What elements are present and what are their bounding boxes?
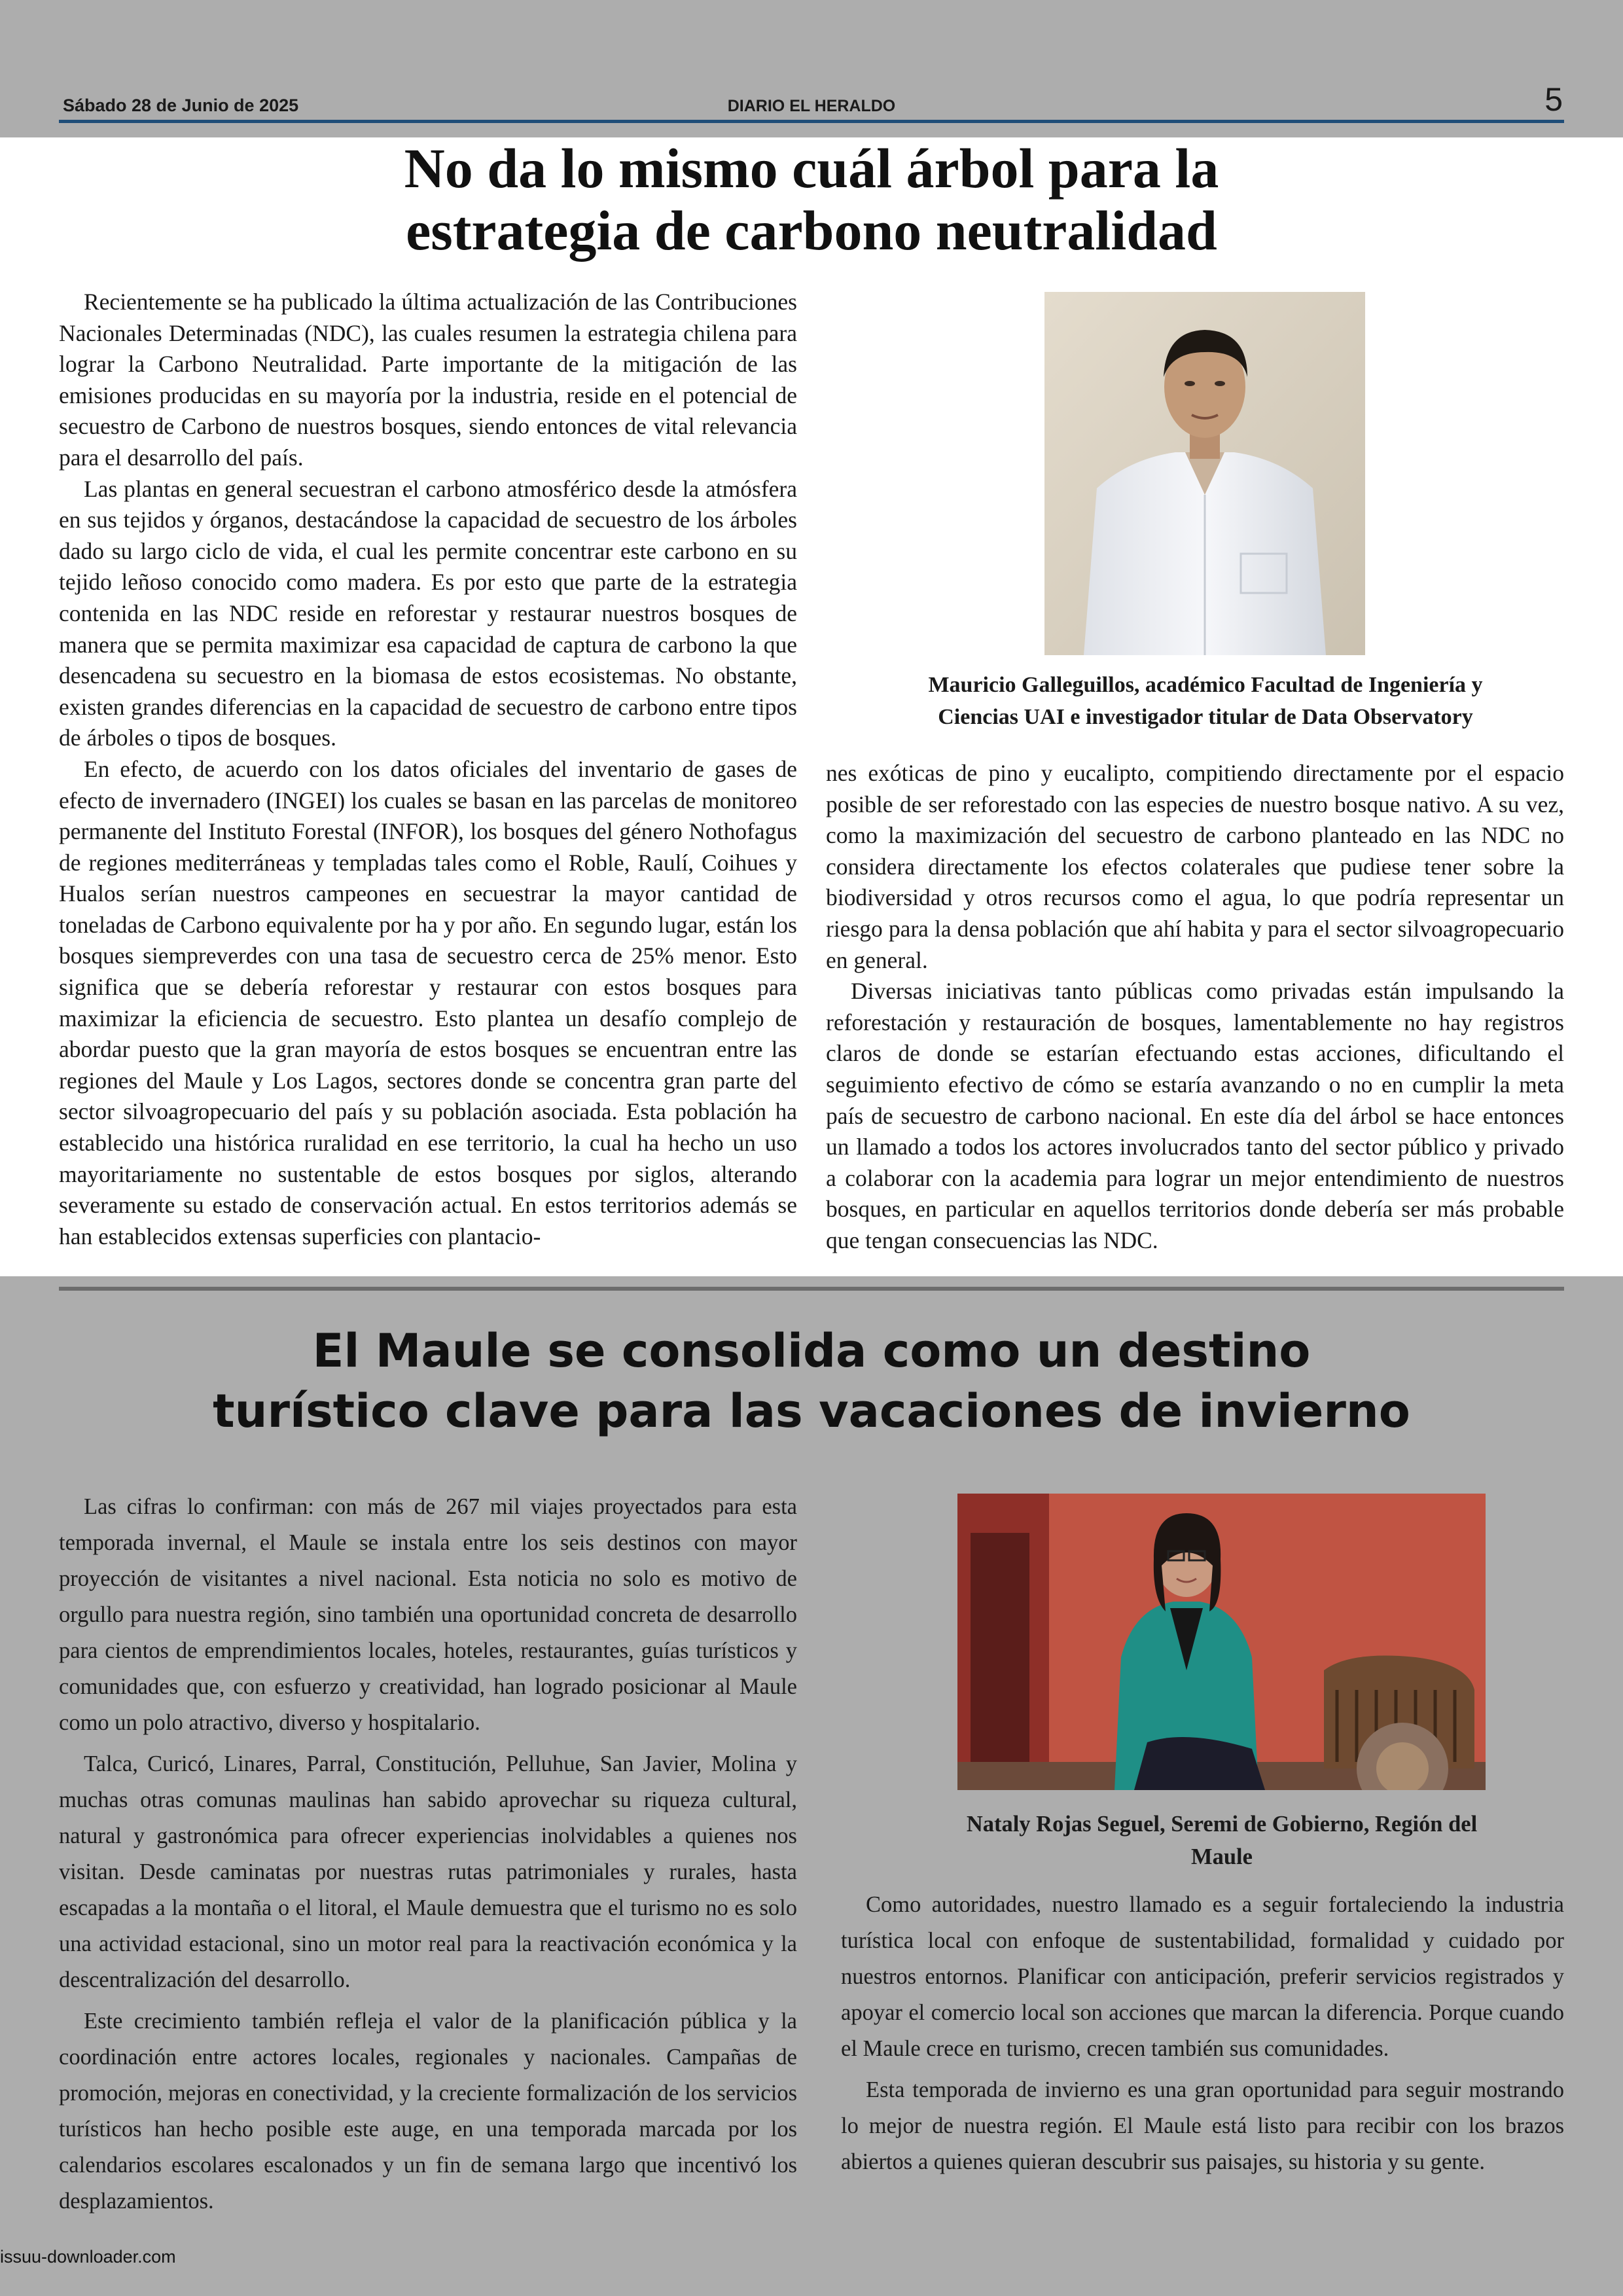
page-number: 5 xyxy=(1544,81,1563,118)
watermark-text: issuu-downloader.com xyxy=(0,2247,176,2267)
caption-line: Nataly Rojas Seguel, Seremi de Gobierno, Región del xyxy=(966,1812,1478,1837)
seremi-photo-caption xyxy=(826,1808,1618,1873)
article1-headline xyxy=(0,137,1623,262)
seremi-photo xyxy=(957,1494,1486,1790)
author-photo-caption xyxy=(826,669,1585,733)
article1-headline-line2: estrategia de carbono neutralidad xyxy=(406,199,1217,262)
caption-line: Maule xyxy=(1191,1844,1253,1869)
article2-paragraph: Este crecimiento también refleja el valor de la planificación pública y la coordinación entre actores locales, regionales y nacionales. Campañas de promoción, mejoras en conectividad, y la creciente formalización de los servicios turísticos han hecho posible este auge, en una temporada marcada por los calendarios escolares escalonados y un fin de semana largo que incentivó los desplazamientos. xyxy=(59,2009,797,2214)
article1-paragraph: Diversas iniciativas tanto públicas como privadas están impulsando la reforestación y restauración de bosques, lamentablemente no hay registros claros de donde se estarían efectuando estas acciones, dificultando el seguimiento efectivo de cómo se estaría avanzando o no en cumplir la meta país de secuestro de carbono nacional. En este día del árbol se hace entonces un llamado a todos los actores involucrados tanto del sector público y privado a colaborar con la academia para lograr un mejor entendimiento de nuestros bosques, en particular en aquellos territorios donde debería ser más probable que tengan consecuencias las NDC. xyxy=(826,978,1564,1253)
article2-left-column xyxy=(59,1489,797,2225)
article1-paragraph: nes exóticas de pino y eucalipto, compitiendo directamente por el espacio posible de ser reforestado con las especies de nuestro bosque nativo. A su vez, como la maximización del secuestro de carbono planteado en las NDC no considera directamente los efectos colaterales que pudiese tener sobre la biodiversidad y otros recursos como el agua, lo que podría representar un riesgo para la densa población que ahí habita y para el sector silvoagropecuario en general. xyxy=(826,760,1564,973)
article2-paragraph: Las cifras lo confirman: con más de 267 mil viajes proyectados para esta temporada invernal, el Maule se instala entre los seis destinos con mayor proyección de visitantes a nivel nacional. Esta noticia no solo es motivo de orgullo para nuestra región, sino también una oportunidad concreta de desarrollo para cientos de emprendimientos locales, hoteles, restaurantes, guías turísticos y comunidades que, con esfuerzo y creatividad, han logrado posicionar al Maule como un polo atractivo, diverso y hospitalario. xyxy=(59,1494,797,1735)
woman-portrait-icon xyxy=(957,1494,1486,1790)
article2-headline xyxy=(0,1321,1623,1441)
article1-paragraph: En efecto, de acuerdo con los datos oficiales del inventario de gases de efecto de invernadero (INGEI) los cuales se basan en las parcelas de monitoreo permanente del Instituto Forestal (INFOR), los bosques del género Nothofagus de regiones mediterráneas y templadas tales como el Roble, Raulí, Coihues y Hualos serían nuestros campeones en secuestrar la mayor cantidad de toneladas de Carbono equivalente por ha y por año. En segundo lugar, están los bosques siempreverdes con una tasa de secuestro cerca de 25% menor. Esto significa que se debería reforestar y restaurar con estos bosques para maximizar la eficiencia de secuestro. Esto plantea un desafío complejo de abordar puesto que la gran mayoría de estos bosques se encuentran entre las regiones del Maule y Los Lagos, sectores donde se concentra gran parte del sector silvoagropecuario del país y su población asociada. Esta población ha establecido una histórica ruralidad en ese territorio, la cual ha hecho un uso mayoritariamente no sustentable de estos bosques por siglos, alterando severamente su estado de conservación actual. En estos territorios además se han establecidos extensas superficies con plantacio- xyxy=(59,755,797,1249)
article2-headline-line2: turístico clave para las vacaciones de invierno xyxy=(213,1384,1410,1438)
article1-paragraph: Recientemente se ha publicado la última actualización de las Contribuciones Nacionales Determinadas (NDC), las cuales resumen la estrategia chilena para lograr la Carbono Neutralidad. Parte importante de la mitigación de las emisiones producidas en su mayoría por la industria, reside en el potencial de secuestro de Carbono de nuestros bosques, siendo entonces de vital relevancia para el desarrollo del país. xyxy=(59,289,797,471)
article1-right-column xyxy=(826,758,1564,1257)
caption-line: Ciencias UAI e investigador titular de Data Observatory xyxy=(938,705,1473,729)
author-photo xyxy=(1044,292,1365,655)
article2-paragraph: Como autoridades, nuestro llamado es a seguir fortaleciendo la industria turística local con enfoque de sustentabilidad, formalidad y cuidado por nuestros entornos. Planificar con anticipación, preferir servicios registrados y apoyar el comercio local son acciones que marcan la diferencia. Porque cuando el Maule crece en turismo, crecen también sus comunidades. xyxy=(841,1892,1564,2061)
article2-paragraph: Esta temporada de invierno es una gran oportunidad para seguir mostrando lo mejor de nuestra región. El Maule está listo para recibir con los brazos abiertos a quienes quieran descubrir sus paisajes, su historia y su gente. xyxy=(841,2077,1564,2174)
newspaper-name: DIARIO EL HERALDO xyxy=(727,97,896,115)
page-header xyxy=(59,81,1564,123)
man-portrait-icon xyxy=(1044,292,1365,655)
article2-right-column xyxy=(841,1887,1564,2185)
article2-paragraph: Talca, Curicó, Linares, Parral, Constitución, Pelluhue, San Javier, Molina y muchas otras comunas maulinas han sabido aprovechar su riqueza cultural, natural y gastronómica para ofrecer experiencias inolvidables a quienes nos visitan. Desde caminatas por nuestras rutas patrimoniales y rurales, hasta escapadas a la montaña o el litoral, el Maule demuestra que el turismo no es solo una actividad estacional, sino un motor real para la reactivación económica y la descentralización del desarrollo. xyxy=(59,1751,797,1992)
section-divider xyxy=(59,1287,1564,1291)
article-carbon-neutrality xyxy=(0,137,1623,1276)
article2-headline-line1: El Maule se consolida como un destino xyxy=(312,1324,1311,1378)
caption-line: Mauricio Galleguillos, académico Facultad de Ingeniería y xyxy=(928,673,1483,697)
article1-headline-line1: No da lo mismo cuál árbol para la xyxy=(404,137,1219,200)
article1-paragraph: Las plantas en general secuestran el carbono atmosférico desde la atmósfera en sus tejidos y órganos, destacándose la capacidad de secuestro de los árboles dado su largo ciclo de vida, el cual les permite concentrar este carbono en su tejido leñoso conocido como madera. Es por esto que parte de la estrategia contenida en las NDC reside en reforestar y restaurar nuestros bosques de manera que se permita maximizar esa capacidad de captura de carbono la que desencadena su secuestro en la biomasa de estos ecosistemas. No obstante, existen grandes diferencias en la capacidad de secuestro de carbono entre tipos de árboles o tipos de bosques. xyxy=(59,475,797,751)
issue-date: Sábado 28 de Junio de 2025 xyxy=(63,96,299,115)
article1-left-column xyxy=(59,287,797,1252)
